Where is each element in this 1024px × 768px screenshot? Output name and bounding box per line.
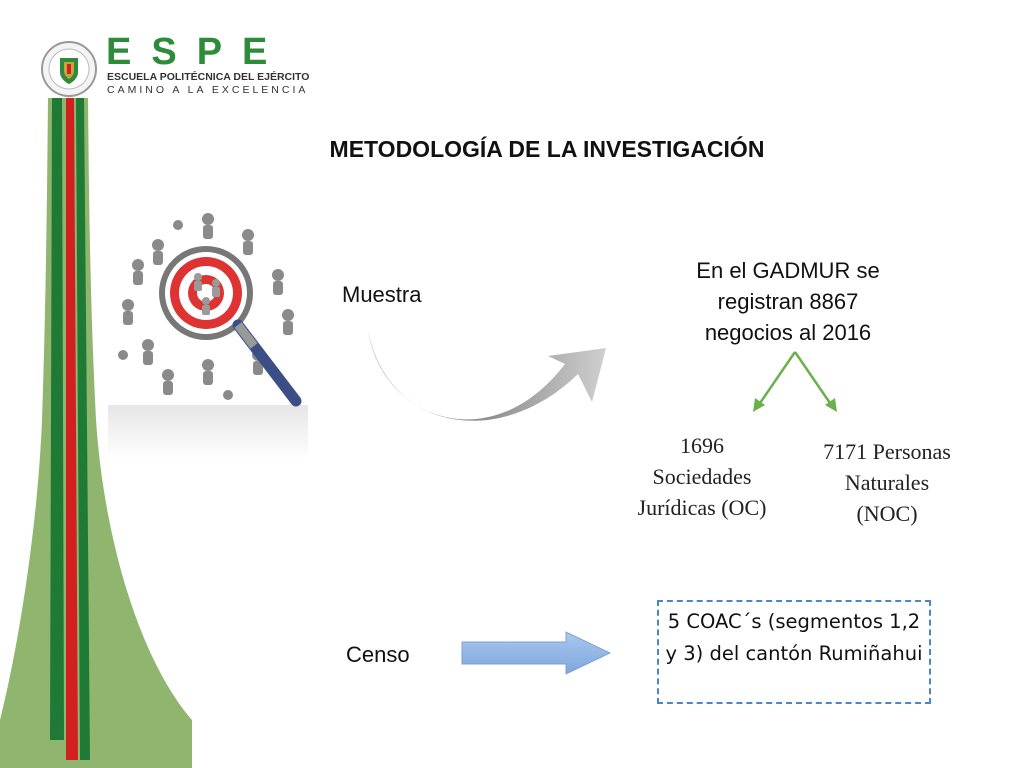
branch-legal-entities: 1696 Sociedades Jurídicas (OC): [637, 433, 767, 520]
page-title: METODOLOGÍA DE LA INVESTIGACIÓN: [329, 136, 765, 162]
university-crest-icon: [40, 40, 98, 98]
branch-natural-persons: 7171 Personas Naturales (NOC): [823, 439, 951, 526]
logo-school-name: ESCUELA POLITÉCNICA DEL EJÉRCITO: [107, 71, 310, 83]
logo-motto: CAMINO A LA EXCELENCIA: [107, 84, 309, 96]
curved-arrow-icon: [360, 322, 610, 437]
sample-label: Muestra: [342, 282, 422, 307]
branch-arrows-icon: [745, 348, 845, 414]
gadmur-description: En el GADMUR se registran 8867 negocios al 2016: [696, 258, 880, 345]
coac-census-box: 5 COAC´s (segmentos 1,2 y 3) del cantón Rumiñahui: [657, 600, 931, 704]
right-arrow-icon: [460, 630, 612, 676]
magnifier-crowd-icon: [108, 205, 318, 465]
census-label: Censo: [346, 642, 410, 667]
logo-espe-letters: ESPE: [106, 31, 288, 73]
